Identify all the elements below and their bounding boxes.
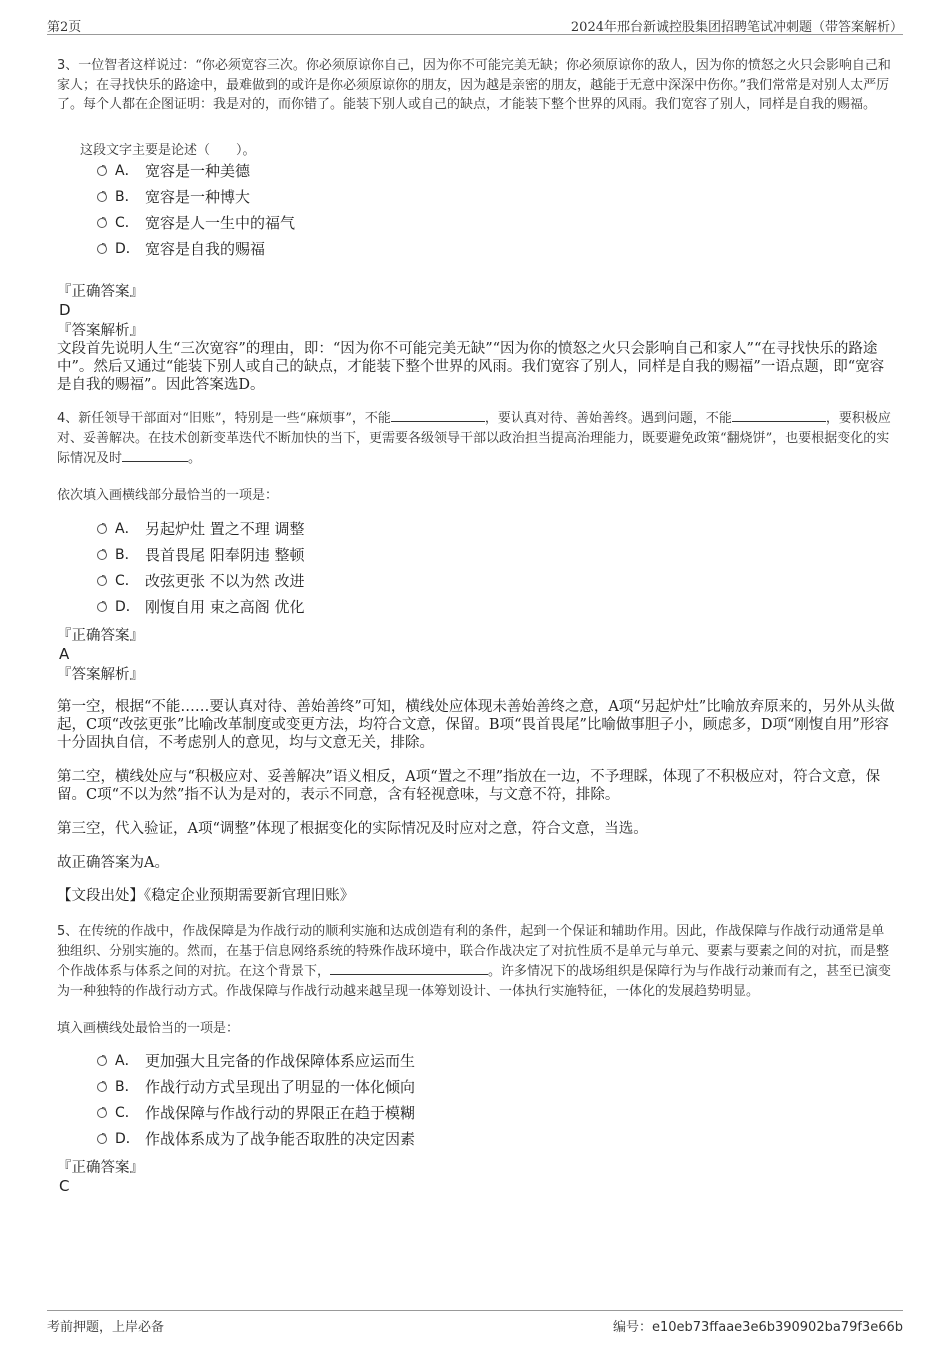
answer-value: A	[59, 645, 70, 663]
question-text: 3、一位智者这样说过：“你必须宽容三次。你必须原谅你自己，因为你不可能完美无缺；你必须原谅你的敌人，因为你的愤怒之火只会影响自己和家人；在寻找快乐的路途中，最难做到的或许是你必须原谅你的朋友，因为越是亲密的朋友，越能于无意中深深中伤你。”我们常常是对别人太严厉了。每个人都在企图证明：我是对的，而你错了。能装下别人或自己的缺点，才能装下整个世界的风雨。我们宽容了别人，同样是自我的赐福。	[57, 58, 891, 112]
option-d[interactable]: D． 宽容是自我的赐福	[57, 236, 897, 262]
radio-icon[interactable]	[97, 524, 107, 534]
radio-icon[interactable]	[97, 550, 107, 560]
radio-icon[interactable]	[97, 192, 107, 202]
document-title: 2024年邢台新诚控股集团招聘笔试冲刺题（带答案解析）	[570, 20, 903, 35]
question-stem: 填入画横线处最恰当的一项是：	[57, 1021, 240, 1036]
option-b[interactable]: B． 宽容是一种博大	[57, 184, 897, 210]
answer-section	[57, 624, 897, 684]
fill-blank	[732, 408, 826, 422]
option-b[interactable]: B． 作战行动方式呈现出了明显的一体化倾向	[57, 1074, 897, 1100]
question-5	[57, 922, 897, 1001]
radio-icon[interactable]	[97, 218, 107, 228]
page-footer	[47, 1310, 903, 1337]
answer-section	[57, 1156, 897, 1195]
radio-icon[interactable]	[97, 166, 107, 176]
options-q3	[57, 158, 897, 262]
options-q4	[57, 516, 897, 620]
radio-icon[interactable]	[97, 1056, 107, 1066]
answer-label: 『正确答案』	[57, 284, 144, 300]
analysis-paragraph: 第三空，代入验证，A项“调整”体现了根据变化的实际情况及时应对之意，符合文意，当选。	[57, 821, 648, 837]
options-q5	[57, 1048, 897, 1152]
radio-icon[interactable]	[97, 1108, 107, 1118]
source-citation: 【文段出处】《稳定企业预期需要新官理旧账》	[57, 888, 355, 904]
analysis-label: 『答案解析』	[57, 323, 144, 339]
option-c[interactable]: C． 作战保障与作战行动的界限正在趋于模糊	[57, 1100, 897, 1126]
question-4	[57, 408, 897, 469]
question-stem: 依次填入画横线部分最恰当的一项是：	[57, 488, 279, 503]
answer-label: 『正确答案』	[57, 1160, 144, 1176]
analysis-label: 『答案解析』	[57, 667, 144, 683]
option-b[interactable]: B． 畏首畏尾 阳奉阴违 整顿	[57, 542, 897, 568]
question-3	[57, 56, 897, 115]
option-a[interactable]: A． 另起炉灶 置之不理 调整	[57, 516, 897, 542]
fill-blank	[122, 448, 188, 462]
page-number: 第2页	[47, 20, 82, 35]
answer-label: 『正确答案』	[57, 628, 144, 644]
analysis-text: 文段首先说明人生“三次宽容”的理由，即：“因为你不可能完美无缺”“因为你的愤怒之火只会影响自己和家人”“在寻找快乐的路途中”。然后又通过“能装下别人或自己的缺点，才能装下整个世界的风雨。我们宽容了别人，同样是自我的赐福”一语点题，即“宽容是自我的赐福”。因此答案选D。	[57, 341, 885, 393]
radio-icon[interactable]	[97, 1082, 107, 1092]
answer-value: D	[59, 301, 71, 319]
option-a[interactable]: A． 宽容是一种美德	[57, 158, 897, 184]
option-d[interactable]: D． 刚愎自用 束之高阁 优化	[57, 594, 897, 620]
option-c[interactable]: C． 改弦更张 不以为然 改进	[57, 568, 897, 594]
option-c[interactable]: C． 宽容是人一生中的福气	[57, 210, 897, 236]
document-code: 编号：e10eb73ffaae3e6b390902ba79f3e66b	[612, 1320, 903, 1335]
option-d[interactable]: D． 作战体系成为了战争能否取胜的决定因素	[57, 1126, 897, 1152]
analysis-paragraph: 故正确答案为A。	[57, 855, 169, 871]
footer-slogan: 考前押题，上岸必备	[47, 1320, 165, 1335]
answer-value: C	[59, 1177, 70, 1195]
page-header	[47, 14, 903, 35]
question-stem: 这段文字主要是论述（ ）。	[80, 143, 256, 158]
analysis-paragraph: 第二空，横线处应与“积极应对、妥善解决”语义相反，A项“置之不理”指放在一边，不予理睬，体现了不积极应对，符合文意，保留。C项“不以为然”指不认为是对的，表示不同意，含有轻视意味，与文意不符，排除。	[57, 769, 881, 803]
option-a[interactable]: A． 更加强大且完备的作战保障体系应运而生	[57, 1048, 897, 1074]
question-text: 5、在传统的作战中，作战保障是为作战行动的顺利实施和达成创造有利的条件，起到一个保证和辅助作用。因此，作战保障与作战行动通常是单独组织、分别实施的。然而，在基于信息网络系统的特殊作战环境中，联合作战决定了对抗性质不是单元与单元、要素与要素之间的对抗，而是整个作战体系与体系之间的对抗。在这个背景下， 。许多情况下的战场组织是保障行为与作战行动兼而有之，甚至已演变为一种独特的作战行动方式。作战保障与作战行动越来越呈现一体筹划设计、一体执行实施特征，一体化的发展趋势明显。	[57, 924, 892, 999]
radio-icon[interactable]	[97, 576, 107, 586]
fill-blank	[391, 408, 485, 422]
question-text: 4、新任领导干部面对“旧账”，特别是一些“麻烦事”，不能 ，要认真对待、善始善终。遇到问题，不能 ，要积极应对、妥善解决。在技术创新变革迭代不断加快的当下，更需要各级领导干部以政治担当提高治理能力，既要避免政策“翻烧饼”，也要根据变化的实际情况及时 。	[57, 408, 897, 469]
analysis-paragraph: 第一空，根据“不能……要认真对待、善始善终”可知，横线处应体现未善始善终之意，A项“另起炉灶”比喻放弃原来的，另外从头做起，C项“改弦更张”比喻改革制度或变更方法，均符合文意，保留。B项“畏首畏尾”比喻做事胆子小，顾虑多，D项“刚愎自用”形容十分固执自信，不考虑别人的意见，均与文意无关，排除。	[57, 699, 895, 751]
radio-icon[interactable]	[97, 1134, 107, 1144]
radio-icon[interactable]	[97, 244, 107, 254]
fill-blank	[330, 961, 488, 975]
answer-section	[57, 280, 897, 394]
radio-icon[interactable]	[97, 602, 107, 612]
